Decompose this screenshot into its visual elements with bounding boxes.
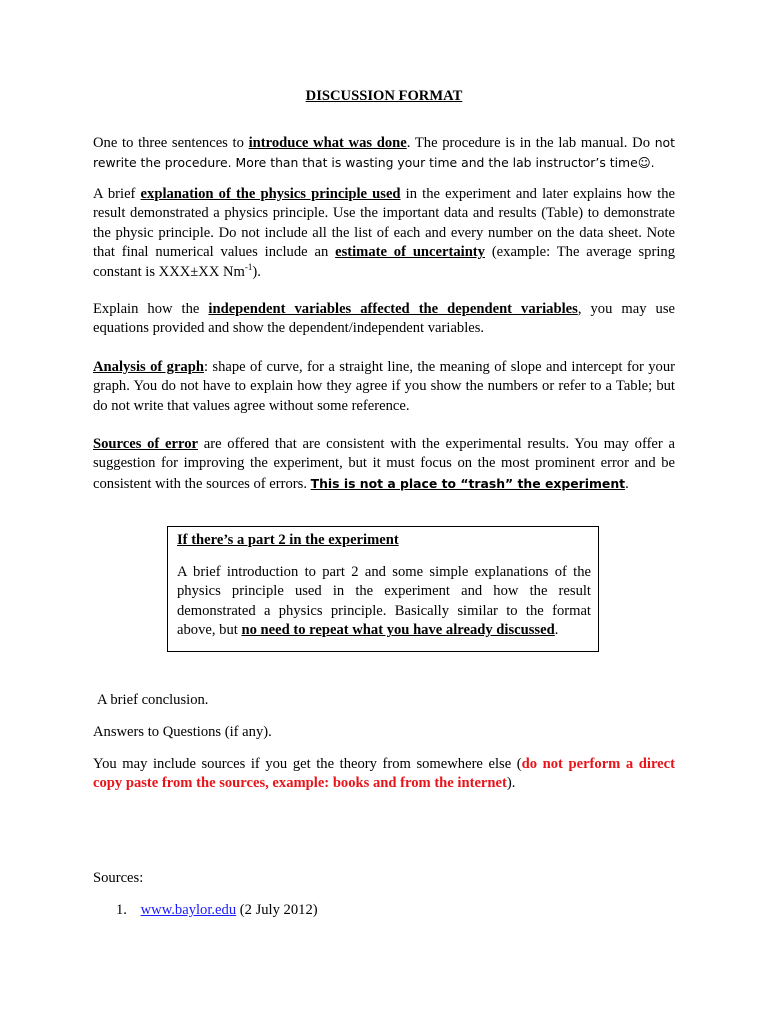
- source-number: 1.: [116, 902, 127, 918]
- part2-box-body: A brief introduction to part 2 and some simple explanations of the physics principle used in the experiment and how the result demonstrated a physics principle. Basically similar to the format above, but no need to repeat what you have already discussed.: [177, 564, 591, 639]
- sources-note-paragraph: You may include sources if you get the theory from somewhere else (do not perform a direct copy paste from the sources, example: books and from the internet).: [93, 756, 675, 792]
- part2-box-title: If there’s a part 2 in the experiment: [177, 532, 399, 548]
- physics-principle-paragraph: A brief explanation of the physics principle used in the experiment and later explains how the result demonstrated a physics principle. Use the important data and results (Table) to demonstrate the physic principle. Do not include all the list of each and every number on the data sheet. Note that final numerical values include an estimate of uncertainty (example: The average spring constant is XXX±XX $Nm^{-1}$).: [93, 186, 675, 280]
- document-title: DISCUSSION FORMAT: [305, 88, 463, 104]
- part2-box: [167, 526, 599, 652]
- source-list-item: [116, 902, 318, 919]
- sources-of-error-paragraph: Sources of error are offered that are consistent with the experimental results. You may offer a suggestion for improving the experiment, but it must focus on the most prominent error and be consistent with the sources of errors. This is not a place to “trash” the experiment.: [93, 436, 675, 492]
- conclusion-line: A brief conclusion.: [97, 692, 209, 708]
- variables-paragraph: Explain how the independent variables affected the dependent variables, you may use equations provided and show the dependent/independent variables.: [93, 301, 675, 337]
- intro-paragraph: One to three sentences to introduce what was done. The procedure is in the lab manual. Do not rewrite the procedure. More than that is wasting your time and the lab instructor’s time☺.: [93, 135, 675, 171]
- source-link[interactable]: www.baylor.edu: [140, 902, 237, 918]
- graph-analysis-paragraph: Analysis of graph: shape of curve, for a straight line, the meaning of slope and intercept for your graph. You do not have to explain how they agree if you show the numbers or refer to a Table; but do not write that values agree without some reference.: [93, 359, 675, 414]
- source-note: (2 July 2012): [236, 902, 318, 918]
- sources-label: Sources:: [93, 870, 144, 886]
- answers-line: Answers to Questions (if any).: [93, 724, 272, 740]
